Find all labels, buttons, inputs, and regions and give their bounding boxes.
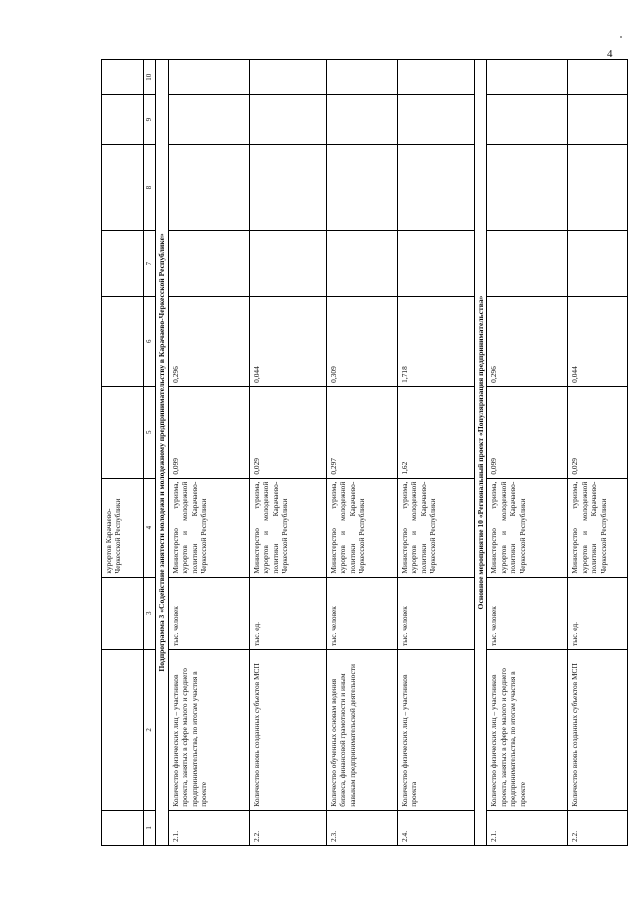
unit: тыс. человек xyxy=(487,577,568,649)
table-row xyxy=(326,60,397,846)
value-col10 xyxy=(168,60,249,95)
unit: тыс. человек xyxy=(168,577,249,649)
value-col6: 0,309 xyxy=(326,296,397,386)
value-col7 xyxy=(326,231,397,296)
table-row xyxy=(568,60,628,846)
unit: тыс. ед. xyxy=(249,577,326,649)
executor: Министерство туризма, курортов и молодежной политики Карачаево-Черкесской Республики xyxy=(568,478,628,577)
top-cell-4: курортов Карачаево-Черкесской Республики xyxy=(102,478,144,577)
table-row-top xyxy=(102,60,144,846)
column-number: 9 xyxy=(144,95,156,144)
value-col6: 0,296 xyxy=(487,296,568,386)
unit: тыс. ед. xyxy=(568,577,628,649)
top-cell-2 xyxy=(102,649,144,810)
column-number: 1 xyxy=(144,810,156,845)
value-col10 xyxy=(487,60,568,95)
value-col8 xyxy=(397,144,474,231)
value-col6: 1,718 xyxy=(397,296,474,386)
section-header-row xyxy=(474,60,487,846)
table-row xyxy=(397,60,474,846)
column-number: 10 xyxy=(144,60,156,95)
value-col9 xyxy=(249,95,326,144)
executor: Министерство туризма, курортов и молодежной политики Карачаево-Черкесской Республики xyxy=(249,478,326,577)
section-title: Подпрограмма 3 «Содействие занятости молодежи и молодежному предпринимательству в Карачаево-Черкесской Республике» xyxy=(155,60,168,846)
section-header-row xyxy=(155,60,168,846)
value-col7 xyxy=(249,231,326,296)
top-cell-8 xyxy=(102,144,144,231)
top-cell-9 xyxy=(102,95,144,144)
value-col5: 0,029 xyxy=(249,386,326,478)
top-cell-3 xyxy=(102,577,144,649)
column-number: 4 xyxy=(144,478,156,577)
value-col5: 0,297 xyxy=(326,386,397,478)
value-col5: 1,62 xyxy=(397,386,474,478)
value-col7 xyxy=(168,231,249,296)
table-row xyxy=(168,60,249,846)
top-cell-7 xyxy=(102,231,144,296)
column-number: 8 xyxy=(144,144,156,231)
value-col8 xyxy=(568,144,628,231)
value-col9 xyxy=(397,95,474,144)
value-col9 xyxy=(487,95,568,144)
value-col7 xyxy=(397,231,474,296)
row-number: 2.2. xyxy=(249,810,326,845)
row-number: 2.3. xyxy=(326,810,397,845)
section-title: Основное мероприятие 10 «Региональный проект «Популяризация предпринимательства» xyxy=(474,60,487,846)
row-number: 2.4. xyxy=(397,810,474,845)
executor: Министерство туризма, курортов и молодежной политики Карачаево-Черкесской Республики xyxy=(397,478,474,577)
unit: тыс. человек xyxy=(326,577,397,649)
row-number: 2.2. xyxy=(568,810,628,845)
row-number: 2.1. xyxy=(487,810,568,845)
row-number: 2.1. xyxy=(168,810,249,845)
page-number: 4 xyxy=(607,48,613,60)
indicator-name: Количество физических лиц – участников проекта, занятых в сфере малого и среднего предпринимательства, по итогам участия в проекте xyxy=(487,649,568,810)
value-col6: 0,044 xyxy=(568,296,628,386)
top-cell-5 xyxy=(102,386,144,478)
indicator-name: Количество обученных основам ведения бизнеса, финансовой грамотности и иным навыкам предпринимательской деятельности xyxy=(326,649,397,810)
unit: тыс. человек xyxy=(397,577,474,649)
column-number: 5 xyxy=(144,386,156,478)
column-number-row xyxy=(144,60,156,846)
executor: Министерство туризма, курортов и молодежной политики Карачаево-Черкесской Республики xyxy=(487,478,568,577)
indicator-name: Количество физических лиц – участников проекта xyxy=(397,649,474,810)
value-col5: 0,029 xyxy=(568,386,628,478)
column-number: 3 xyxy=(144,577,156,649)
value-col7 xyxy=(487,231,568,296)
column-number: 7 xyxy=(144,231,156,296)
indicator-name: Количество физических лиц – участников проекта, занятых в сфере малого и среднего предпринимательства, по итогам участия в проекте xyxy=(168,649,249,810)
top-cell-1 xyxy=(102,810,144,845)
executor: Министерство туризма, курортов и молодежной политики Карачаево-Черкесской Республики xyxy=(326,478,397,577)
scan-dot xyxy=(620,36,622,38)
value-col8 xyxy=(326,144,397,231)
value-col8 xyxy=(249,144,326,231)
value-col6: 0,296 xyxy=(168,296,249,386)
value-col5: 0,099 xyxy=(487,386,568,478)
value-col8 xyxy=(168,144,249,231)
top-cell-6 xyxy=(102,296,144,386)
value-col5: 0,099 xyxy=(168,386,249,478)
value-col9 xyxy=(168,95,249,144)
table-row xyxy=(487,60,568,846)
column-number: 6 xyxy=(144,296,156,386)
value-col10 xyxy=(397,60,474,95)
value-col10 xyxy=(326,60,397,95)
value-col10 xyxy=(568,60,628,95)
value-col9 xyxy=(568,95,628,144)
value-col7 xyxy=(568,231,628,296)
indicator-name: Количество вновь созданных субъектов МСП xyxy=(249,649,326,810)
indicator-name: Количество вновь созданных субъектов МСП xyxy=(568,649,628,810)
rotated-table-wrapper xyxy=(101,59,608,846)
value-col8 xyxy=(487,144,568,231)
indicators-table xyxy=(101,59,628,846)
executor: Министерство туризма, курортов и молодежной политики Карачаево-Черкесской Республики xyxy=(168,478,249,577)
value-col6: 0,044 xyxy=(249,296,326,386)
value-col9 xyxy=(326,95,397,144)
column-number: 2 xyxy=(144,649,156,810)
top-cell-10 xyxy=(102,60,144,95)
table-row xyxy=(249,60,326,846)
value-col10 xyxy=(249,60,326,95)
